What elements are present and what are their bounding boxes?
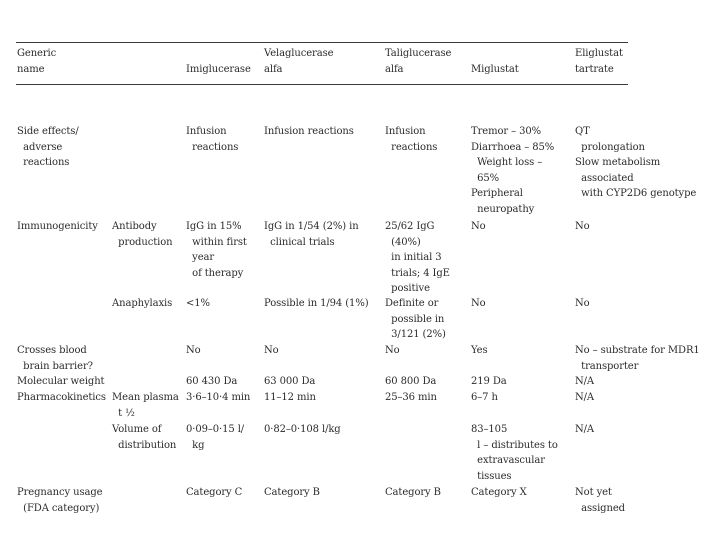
- header-generic-name: Generic name: [17, 48, 57, 75]
- molecular-weight-imiglucerase: 60 430 Da: [186, 376, 238, 387]
- antibody-imiglucerase: IgG in 15% within first year of therapy: [186, 221, 247, 279]
- plasma-velaglucerase: 11–12 min: [264, 392, 316, 403]
- side-effects-imiglucerase: Infusion reactions: [186, 126, 239, 153]
- molecular-weight-eliglustat: N/A: [575, 376, 595, 387]
- plasma-eliglustat: N/A: [575, 392, 595, 403]
- volume-velaglucerase: 0·82–0·108 l/kg: [264, 424, 341, 435]
- bbb-imiglucerase: No: [186, 345, 201, 356]
- volume-imiglucerase: 0·09–0·15 l/ kg: [186, 424, 245, 451]
- bbb-taliglucerase: No: [385, 345, 400, 356]
- plasma-imiglucerase: 3·6–10·4 min: [186, 392, 251, 403]
- top-rule: [16, 42, 628, 43]
- mean-plasma-label: Mean plasma t ½: [112, 392, 179, 419]
- pregnancy-label: Pregnancy usage (FDA category): [17, 487, 103, 514]
- antibody-velaglucerase: IgG in 1/54 (2%) in clinical trials: [264, 221, 359, 248]
- side-effects-miglustat: Tremor – 30% Diarrhoea – 85% Weight loss – 65% Peripheral neuropathy: [471, 126, 555, 215]
- header-miglustat: Miglustat: [471, 64, 519, 75]
- immunogenicity-label: Immunogenicity: [17, 221, 98, 232]
- anaphylaxis-miglustat: No: [471, 298, 486, 309]
- pregnancy-imiglucerase: Category C: [186, 487, 243, 498]
- anaphylaxis-eliglustat: No: [575, 298, 590, 309]
- bbb-eliglustat: No – substrate for MDR1 transporter: [575, 345, 700, 372]
- anaphylaxis-label: Anaphylaxis: [112, 298, 173, 309]
- bbb-miglustat: Yes: [471, 345, 488, 356]
- side-effects-velaglucerase: Infusion reactions: [264, 126, 354, 137]
- bbb-label: Crosses blood brain barrier?: [17, 345, 93, 372]
- pregnancy-miglustat: Category X: [471, 487, 527, 498]
- antibody-eliglustat: No: [575, 221, 590, 232]
- header-imiglucerase: Imiglucerase: [186, 64, 251, 75]
- header-velaglucerase: Velaglucerase alfa: [264, 48, 334, 75]
- plasma-taliglucerase: 25–36 min: [385, 392, 437, 403]
- pregnancy-taliglucerase: Category B: [385, 487, 441, 498]
- antibody-production-label: Antibody production: [112, 221, 173, 248]
- anaphylaxis-velaglucerase: Possible in 1/94 (1%): [264, 298, 369, 309]
- pharmacokinetics-label: Pharmacokinetics: [17, 392, 106, 403]
- anaphylaxis-imiglucerase: <1%: [186, 298, 210, 309]
- antibody-taliglucerase: 25/62 IgG (40%) in initial 3 trials; 4 IgE positive: [385, 221, 450, 294]
- molecular-weight-velaglucerase: 63 000 Da: [264, 376, 316, 387]
- side-effects-taliglucerase: Infusion reactions: [385, 126, 438, 153]
- volume-label: Volume of distribution: [112, 424, 177, 451]
- molecular-weight-label: Molecular weight: [17, 376, 105, 387]
- header-bottom-rule: [16, 84, 628, 85]
- header-eliglustat: Eliglustat tartrate: [575, 48, 623, 75]
- pregnancy-velaglucerase: Category B: [264, 487, 320, 498]
- plasma-miglustat: 6–7 h: [471, 392, 498, 403]
- molecular-weight-miglustat: 219 Da: [471, 376, 507, 387]
- volume-miglustat: 83–105 l – distributes to extravascular tissues: [471, 424, 558, 482]
- bbb-velaglucerase: No: [264, 345, 279, 356]
- pregnancy-eliglustat: Not yet assigned: [575, 487, 625, 514]
- anaphylaxis-taliglucerase: Definite or possible in 3/121 (2%): [385, 298, 446, 340]
- side-effects-label: Side effects/ adverse reactions: [17, 126, 79, 168]
- antibody-miglustat: No: [471, 221, 486, 232]
- side-effects-eliglustat: QT prolongation Slow metabolism associated with CYP2D6 genotype: [575, 126, 697, 199]
- header-taliglucerase: Taliglucerase alfa: [385, 48, 452, 75]
- molecular-weight-taliglucerase: 60 800 Da: [385, 376, 437, 387]
- volume-eliglustat: N/A: [575, 424, 595, 435]
